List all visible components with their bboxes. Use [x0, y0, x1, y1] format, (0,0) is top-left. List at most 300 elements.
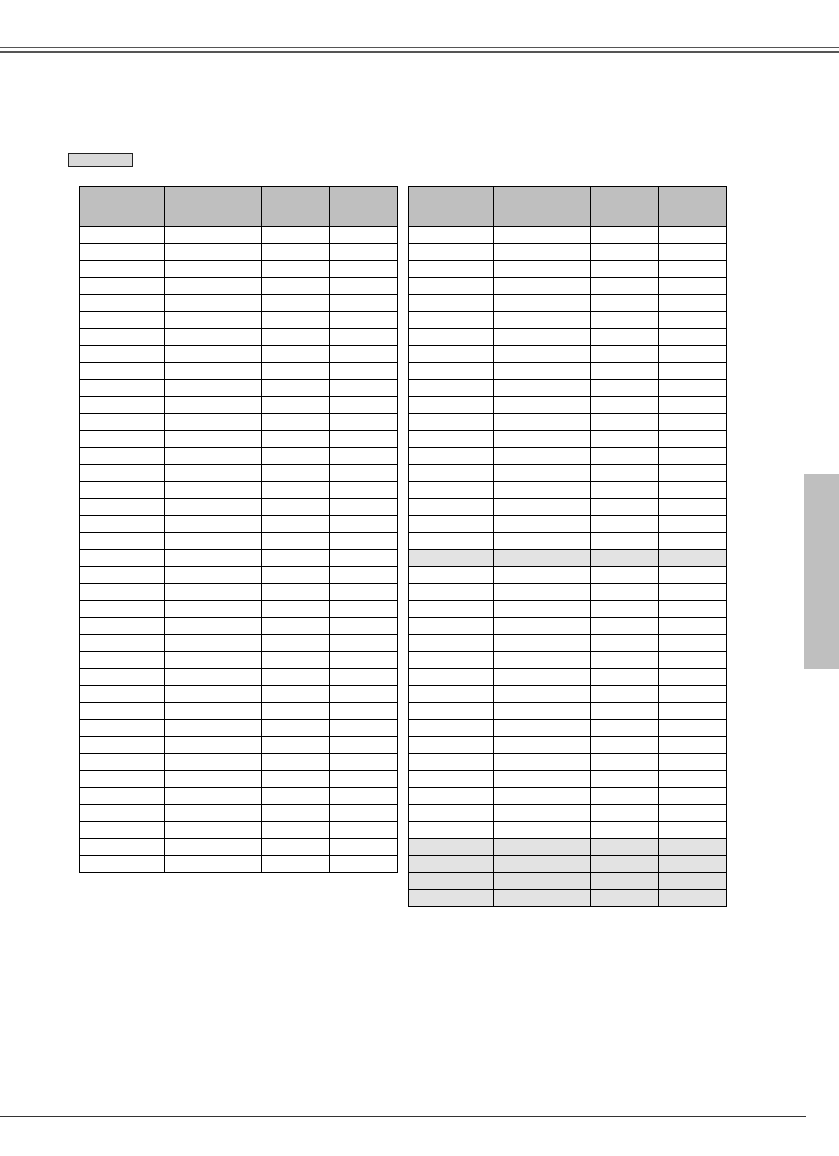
- table-row: [80, 720, 398, 737]
- table-cell: [591, 584, 659, 601]
- table-cell: [494, 567, 591, 584]
- table-cell: [591, 397, 659, 414]
- table-cell: [409, 720, 494, 737]
- header-rule-top: [0, 47, 839, 48]
- table-cell: [330, 652, 398, 669]
- table-cell: [409, 601, 494, 618]
- table-header-row: [80, 187, 398, 227]
- table-cell: [80, 788, 165, 805]
- table-cell: [80, 754, 165, 771]
- table-row: [80, 601, 398, 618]
- table-row: [80, 635, 398, 652]
- table-cell: [494, 397, 591, 414]
- table-cell: [494, 584, 591, 601]
- table-cell: [591, 261, 659, 278]
- table-cell: [330, 244, 398, 261]
- table-cell: [330, 788, 398, 805]
- table-cell: [165, 839, 262, 856]
- table-cell: [262, 516, 330, 533]
- table-cell: [165, 346, 262, 363]
- table-cell: [409, 822, 494, 839]
- table-cell: [494, 227, 591, 244]
- table-cell: [80, 839, 165, 856]
- table-cell: [80, 431, 165, 448]
- table-cell: [262, 822, 330, 839]
- table-cell: [165, 737, 262, 754]
- table-cell: [494, 244, 591, 261]
- table-cell: [330, 227, 398, 244]
- table-row: [80, 822, 398, 839]
- table-row: [80, 533, 398, 550]
- table-cell: [659, 465, 727, 482]
- table-cell: [330, 839, 398, 856]
- table-cell: [659, 244, 727, 261]
- table-cell: [591, 856, 659, 873]
- column-header: [165, 187, 262, 227]
- table-cell: [165, 414, 262, 431]
- table-cell: [591, 465, 659, 482]
- table-cell: [591, 873, 659, 890]
- table-cell: [591, 414, 659, 431]
- table-cell: [165, 516, 262, 533]
- data-table-left: [79, 186, 398, 873]
- table-cell: [494, 448, 591, 465]
- table-cell: [659, 380, 727, 397]
- table-cell: [659, 533, 727, 550]
- table-cell: [494, 431, 591, 448]
- table-cell: [659, 601, 727, 618]
- table-body: [409, 227, 727, 907]
- table-cell: [165, 533, 262, 550]
- table-cell: [591, 516, 659, 533]
- table-row: [80, 448, 398, 465]
- table-row: [409, 856, 727, 873]
- table-row: [80, 414, 398, 431]
- table-cell: [659, 584, 727, 601]
- table-cell: [494, 686, 591, 703]
- table-cell: [262, 499, 330, 516]
- table-cell: [591, 703, 659, 720]
- table-cell: [494, 890, 591, 907]
- table-cell: [659, 550, 727, 567]
- table-cell: [165, 329, 262, 346]
- table-cell: [591, 754, 659, 771]
- table-row: [409, 652, 727, 669]
- table-cell: [165, 363, 262, 380]
- table-row: [409, 788, 727, 805]
- table-cell: [409, 261, 494, 278]
- table-cell: [80, 550, 165, 567]
- table-cell: [494, 550, 591, 567]
- table-cell: [591, 329, 659, 346]
- table-row: [80, 295, 398, 312]
- table-cell: [165, 465, 262, 482]
- table-cell: [659, 635, 727, 652]
- table-row: [80, 686, 398, 703]
- table-cell: [80, 601, 165, 618]
- table-cell: [165, 754, 262, 771]
- table-cell: [330, 414, 398, 431]
- table-cell: [659, 295, 727, 312]
- table-row: [80, 550, 398, 567]
- table-row: [80, 567, 398, 584]
- table-cell: [330, 533, 398, 550]
- table-row: [80, 380, 398, 397]
- table-cell: [591, 278, 659, 295]
- table-row: [409, 771, 727, 788]
- table-row: [80, 227, 398, 244]
- table-cell: [262, 584, 330, 601]
- table-cell: [330, 363, 398, 380]
- table-cell: [494, 635, 591, 652]
- table-cell: [80, 686, 165, 703]
- table-cell: [494, 822, 591, 839]
- table-row: [80, 669, 398, 686]
- table-cell: [591, 737, 659, 754]
- table-cell: [409, 890, 494, 907]
- table-cell: [330, 329, 398, 346]
- table-cell: [591, 618, 659, 635]
- table-row: [80, 261, 398, 278]
- table-cell: [80, 414, 165, 431]
- table-row: [409, 533, 727, 550]
- table-cell: [409, 788, 494, 805]
- footer-rule: [0, 1116, 806, 1117]
- table-cell: [262, 227, 330, 244]
- table-cell: [659, 771, 727, 788]
- table-cell: [330, 601, 398, 618]
- table-cell: [262, 567, 330, 584]
- table-row: [409, 703, 727, 720]
- chapter-side-tab: [804, 474, 839, 669]
- table-cell: [591, 839, 659, 856]
- table-cell: [262, 278, 330, 295]
- table-cell: [659, 482, 727, 499]
- table-cell: [494, 839, 591, 856]
- table-cell: [330, 550, 398, 567]
- table-cell: [165, 856, 262, 873]
- table-cell: [80, 533, 165, 550]
- table-cell: [494, 414, 591, 431]
- table-row: [409, 839, 727, 856]
- table-cell: [659, 278, 727, 295]
- table-cell: [262, 533, 330, 550]
- table-cell: [80, 567, 165, 584]
- table-cell: [591, 227, 659, 244]
- table-cell: [494, 771, 591, 788]
- table-cell: [409, 873, 494, 890]
- table-row: [80, 482, 398, 499]
- table-row: [409, 754, 727, 771]
- table-cell: [659, 618, 727, 635]
- table-cell: [409, 380, 494, 397]
- table-cell: [262, 363, 330, 380]
- table-cell: [80, 448, 165, 465]
- table-cell: [80, 516, 165, 533]
- table-cell: [494, 703, 591, 720]
- table-cell: [591, 295, 659, 312]
- table-cell: [591, 550, 659, 567]
- table-cell: [409, 550, 494, 567]
- table-cell: [409, 754, 494, 771]
- table-cell: [262, 635, 330, 652]
- table-cell: [262, 601, 330, 618]
- table-cell: [165, 397, 262, 414]
- table-cell: [409, 618, 494, 635]
- table-cell: [494, 805, 591, 822]
- column-header: [409, 187, 494, 227]
- table-cell: [330, 261, 398, 278]
- table-cell: [659, 873, 727, 890]
- table-cell: [591, 635, 659, 652]
- table-cell: [409, 499, 494, 516]
- table-cell: [80, 499, 165, 516]
- table-cell: [659, 754, 727, 771]
- table-cell: [591, 686, 659, 703]
- table-cell: [330, 805, 398, 822]
- table-row: [80, 363, 398, 380]
- table-cell: [262, 397, 330, 414]
- table-cell: [165, 771, 262, 788]
- table-cell: [262, 448, 330, 465]
- table-cell: [262, 805, 330, 822]
- table-row: [80, 754, 398, 771]
- table-row: [409, 618, 727, 635]
- table-cell: [80, 737, 165, 754]
- table-cell: [262, 329, 330, 346]
- table-cell: [80, 703, 165, 720]
- table-row: [80, 312, 398, 329]
- table-row: [80, 346, 398, 363]
- table-cell: [591, 499, 659, 516]
- table-cell: [494, 720, 591, 737]
- table-cell: [591, 312, 659, 329]
- table-cell: [165, 652, 262, 669]
- table-cell: [494, 465, 591, 482]
- table-cell: [330, 431, 398, 448]
- table-cell: [165, 822, 262, 839]
- table-cell: [80, 856, 165, 873]
- table-cell: [80, 329, 165, 346]
- table-cell: [262, 839, 330, 856]
- table-cell: [262, 856, 330, 873]
- table-cell: [409, 805, 494, 822]
- table-cell: [494, 312, 591, 329]
- table-cell: [591, 533, 659, 550]
- table-cell: [80, 618, 165, 635]
- table-cell: [330, 312, 398, 329]
- table-cell: [165, 703, 262, 720]
- table-cell: [494, 278, 591, 295]
- table-row: [409, 737, 727, 754]
- table-row: [80, 788, 398, 805]
- table-cell: [262, 261, 330, 278]
- table-row: [409, 329, 727, 346]
- table-cell: [165, 720, 262, 737]
- table-cell: [409, 312, 494, 329]
- table-row: [409, 431, 727, 448]
- table-row: [409, 720, 727, 737]
- table-row: [409, 584, 727, 601]
- table-cell: [494, 499, 591, 516]
- column-header: [659, 187, 727, 227]
- table-row: [409, 635, 727, 652]
- table-cell: [330, 465, 398, 482]
- header-rule-bottom: [0, 51, 839, 53]
- table-cell: [80, 652, 165, 669]
- column-header: [262, 187, 330, 227]
- table-cell: [409, 329, 494, 346]
- table-cell: [262, 669, 330, 686]
- table-cell: [80, 771, 165, 788]
- table-cell: [659, 516, 727, 533]
- table-cell: [591, 363, 659, 380]
- table-row: [409, 805, 727, 822]
- table-cell: [330, 737, 398, 754]
- table-cell: [494, 788, 591, 805]
- table-cell: [330, 567, 398, 584]
- table-cell: [409, 278, 494, 295]
- table-cell: [409, 244, 494, 261]
- table-cell: [330, 346, 398, 363]
- column-header: [330, 187, 398, 227]
- data-table-right: [408, 186, 727, 907]
- table-cell: [409, 227, 494, 244]
- table-cell: [409, 839, 494, 856]
- table-row: [409, 567, 727, 584]
- table-cell: [659, 669, 727, 686]
- table-cell: [262, 703, 330, 720]
- table-row: [409, 601, 727, 618]
- table-cell: [165, 550, 262, 567]
- table-cell: [659, 652, 727, 669]
- table-cell: [80, 584, 165, 601]
- table-cell: [262, 244, 330, 261]
- table-cell: [659, 227, 727, 244]
- table-row: [80, 516, 398, 533]
- table-cell: [409, 516, 494, 533]
- table-cell: [262, 771, 330, 788]
- table-cell: [409, 686, 494, 703]
- table-cell: [165, 669, 262, 686]
- table-row: [80, 244, 398, 261]
- table-row: [409, 822, 727, 839]
- table-cell: [165, 278, 262, 295]
- table-cell: [659, 737, 727, 754]
- table-cell: [330, 380, 398, 397]
- table-row: [409, 244, 727, 261]
- table-cell: [409, 635, 494, 652]
- table-cell: [659, 363, 727, 380]
- table-cell: [330, 482, 398, 499]
- table-row: [409, 261, 727, 278]
- table-cell: [494, 482, 591, 499]
- table-row: [409, 890, 727, 907]
- table-cell: [262, 652, 330, 669]
- table-cell: [591, 822, 659, 839]
- table-cell: [494, 363, 591, 380]
- table-cell: [80, 363, 165, 380]
- table-cell: [591, 652, 659, 669]
- table-cell: [262, 465, 330, 482]
- table-cell: [262, 720, 330, 737]
- table-row: [409, 227, 727, 244]
- table-cell: [165, 567, 262, 584]
- table-cell: [591, 431, 659, 448]
- table-cell: [591, 788, 659, 805]
- table-row: [409, 482, 727, 499]
- table-cell: [80, 465, 165, 482]
- table-cell: [494, 295, 591, 312]
- table-cell: [330, 669, 398, 686]
- table-cell: [494, 618, 591, 635]
- table-cell: [330, 584, 398, 601]
- table-cell: [591, 669, 659, 686]
- table-cell: [409, 652, 494, 669]
- table-cell: [165, 448, 262, 465]
- table-cell: [409, 448, 494, 465]
- table-cell: [659, 499, 727, 516]
- table-cell: [165, 635, 262, 652]
- table-cell: [659, 346, 727, 363]
- table-cell: [409, 533, 494, 550]
- table-cell: [165, 295, 262, 312]
- table-row: [80, 618, 398, 635]
- table-cell: [409, 482, 494, 499]
- table-cell: [659, 856, 727, 873]
- table-row: [80, 431, 398, 448]
- table-cell: [165, 482, 262, 499]
- table-cell: [262, 788, 330, 805]
- table-cell: [591, 805, 659, 822]
- table-row: [409, 414, 727, 431]
- table-row: [409, 363, 727, 380]
- table-row: [409, 873, 727, 890]
- table-row: [409, 499, 727, 516]
- table-cell: [409, 771, 494, 788]
- table-cell: [409, 414, 494, 431]
- table-cell: [494, 261, 591, 278]
- table-cell: [262, 754, 330, 771]
- table-cell: [165, 618, 262, 635]
- table-cell: [494, 346, 591, 363]
- table-cell: [330, 397, 398, 414]
- table-cell: [659, 329, 727, 346]
- table-row: [80, 499, 398, 516]
- table-cell: [165, 312, 262, 329]
- table-cell: [591, 244, 659, 261]
- table-cell: [165, 380, 262, 397]
- table-cell: [659, 805, 727, 822]
- table-cell: [330, 516, 398, 533]
- table-row: [409, 516, 727, 533]
- table-cell: [494, 652, 591, 669]
- table-row: [80, 839, 398, 856]
- table-cell: [409, 584, 494, 601]
- table-cell: [330, 499, 398, 516]
- table-row: [409, 278, 727, 295]
- table-cell: [409, 295, 494, 312]
- table-row: [80, 329, 398, 346]
- table-cell: [591, 771, 659, 788]
- column-header: [591, 187, 659, 227]
- table-cell: [80, 822, 165, 839]
- table-cell: [262, 312, 330, 329]
- column-header: [80, 187, 165, 227]
- column-header: [494, 187, 591, 227]
- table-cell: [659, 431, 727, 448]
- table-row: [409, 397, 727, 414]
